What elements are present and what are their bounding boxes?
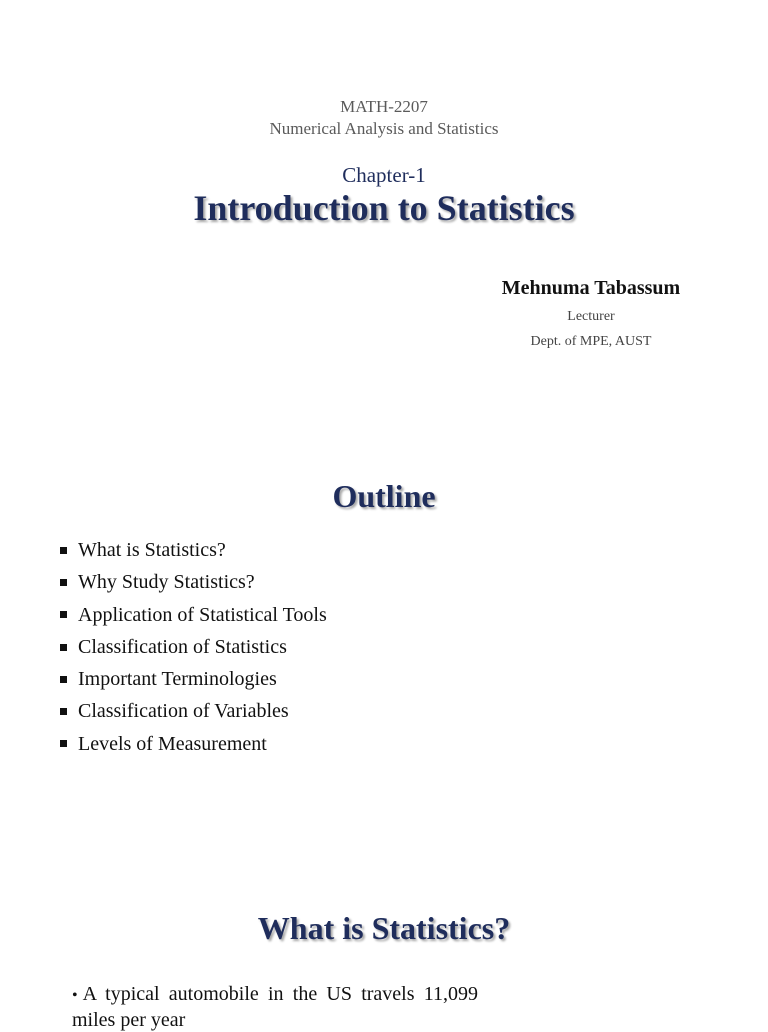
outline-item-label: Important Terminologies bbox=[78, 668, 277, 691]
chapter-label: Chapter-1 bbox=[342, 163, 426, 187]
author-block bbox=[470, 275, 712, 351]
author-name: Mehnuma Tabassum bbox=[501, 277, 681, 299]
outline-item bbox=[56, 566, 327, 598]
outline-item-label: Why Study Statistics? bbox=[78, 571, 255, 594]
outline-slide bbox=[0, 420, 768, 840]
square-bullet-icon bbox=[60, 547, 67, 554]
body-text: A typical automobile in the US travels 11,099 miles per year bbox=[72, 983, 478, 1031]
what-is-statistics-heading: What is Statistics? bbox=[257, 910, 511, 946]
what-is-statistics-slide bbox=[0, 840, 768, 1031]
outline-item bbox=[56, 663, 327, 695]
outline-item bbox=[56, 534, 327, 566]
square-bullet-icon bbox=[60, 644, 67, 651]
author-role: Lecturer bbox=[567, 309, 615, 324]
course-code: MATH-2207 bbox=[340, 97, 428, 116]
square-bullet-icon bbox=[60, 740, 67, 747]
outline-item-label: What is Statistics? bbox=[78, 539, 226, 561]
what-is-statistics-body bbox=[72, 982, 478, 1032]
square-bullet-icon bbox=[60, 676, 67, 683]
outline-list bbox=[56, 534, 327, 760]
outline-item-label: Levels of Measurement bbox=[78, 732, 267, 755]
outline-item-label: Classification of Statistics bbox=[78, 635, 287, 658]
outline-item bbox=[56, 728, 327, 760]
outline-item bbox=[56, 631, 327, 663]
title-slide bbox=[0, 0, 768, 420]
outline-item bbox=[56, 599, 327, 631]
square-bullet-icon bbox=[60, 611, 67, 618]
outline-item bbox=[56, 695, 327, 727]
square-bullet-icon bbox=[60, 708, 67, 715]
outline-item-label: Classification of Variables bbox=[78, 700, 289, 723]
round-bullet-icon: • bbox=[72, 987, 78, 1004]
author-department: Dept. of MPE, AUST bbox=[530, 334, 652, 349]
course-name: Numerical Analysis and Statistics bbox=[269, 119, 499, 138]
presentation-title: Introduction to Statistics bbox=[193, 188, 575, 228]
outline-item-label: Application of Statistical Tools bbox=[78, 603, 327, 626]
square-bullet-icon bbox=[60, 579, 67, 586]
outline-heading: Outline bbox=[332, 478, 436, 514]
